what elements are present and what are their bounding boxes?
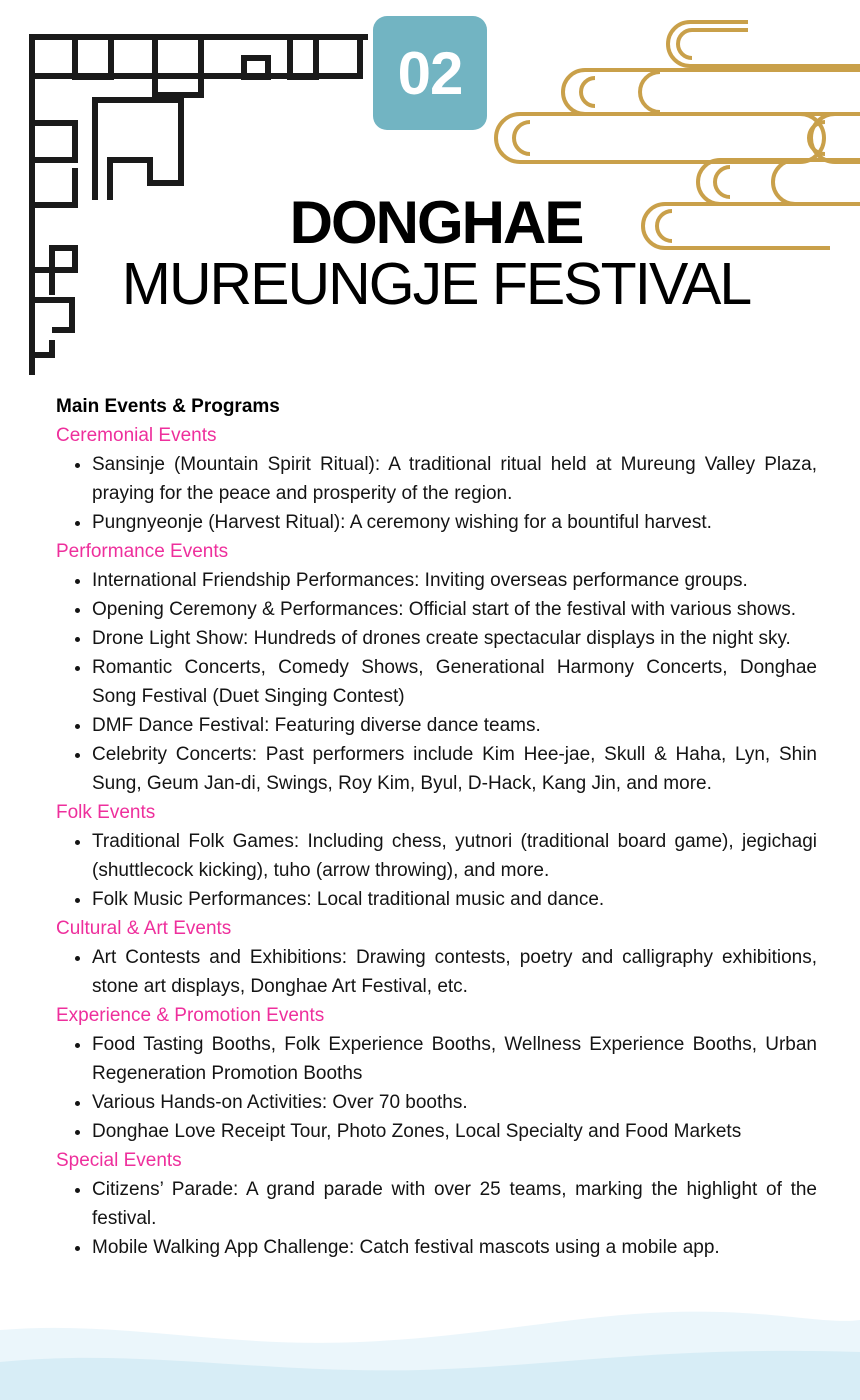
list-item: • Opening Ceremony & Performances: Official start of the festival with various shows.	[92, 595, 817, 624]
event-list	[56, 827, 817, 914]
section-number-badge	[373, 16, 487, 130]
section-title-cultural-art: Cultural & Art Events	[56, 918, 232, 939]
page-title-line1: DONGHAE	[289, 189, 583, 256]
section-title-ceremonial: Ceremonial Events	[56, 425, 217, 446]
section-title-special: Special Events	[56, 1150, 182, 1171]
main-heading: Main Events & Programs	[56, 396, 280, 417]
wave-decoration	[0, 1290, 860, 1400]
list-item: • Food Tasting Booths, Folk Experience Booths, Wellness Experience Booths, Urban Regeneration Promotion Booths	[92, 1030, 817, 1088]
list-item: • Donghae Love Receipt Tour, Photo Zones, Local Specialty and Food Markets	[92, 1117, 817, 1146]
event-list	[56, 1030, 817, 1146]
list-item: • Citizens’ Parade: A grand parade with over 25 teams, marking the highlight of the festival.	[92, 1175, 817, 1233]
list-item: • Art Contests and Exhibitions: Drawing contests, poetry and calligraphy exhibitions, stone art displays, Donghae Art Festival, etc.	[92, 943, 817, 1001]
list-item: • Sansinje (Mountain Spirit Ritual): A traditional ritual held at Mureung Valley Plaza, praying for the peace and prosperity of the region.	[92, 450, 817, 508]
section-number: 02	[397, 39, 463, 107]
list-item: • DMF Dance Festival: Featuring diverse dance teams.	[92, 711, 817, 740]
event-list	[56, 943, 817, 1001]
page-title-line2: MUREUNGJE FESTIVAL	[121, 251, 751, 317]
section-title-folk: Folk Events	[56, 802, 156, 823]
list-item: • Traditional Folk Games: Including chess, yutnori (traditional board game), jegichagi (shuttlecock kicking), tuho (arrow throwing), and more.	[92, 827, 817, 885]
list-item: • Romantic Concerts, Comedy Shows, Generational Harmony Concerts, Donghae Song Festival (Duet Singing Contest)	[92, 653, 817, 711]
list-item: • Folk Music Performances: Local traditional music and dance.	[92, 885, 817, 914]
list-item: • Pungnyeonje (Harvest Ritual): A ceremony wishing for a bountiful harvest.	[92, 508, 817, 537]
list-item: • Celebrity Concerts: Past performers include Kim Hee-jae, Skull & Haha, Lyn, Shin Sung, Geum Jan-di, Swings, Roy Kim, Byul, D-Hack, Kang Jin, and more.	[92, 740, 817, 798]
section-title-performance: Performance Events	[56, 541, 229, 562]
events-content	[56, 392, 817, 1262]
section-title-experience-promotion: Experience & Promotion Events	[56, 1005, 325, 1026]
list-item: • International Friendship Performances: Inviting overseas performance groups.	[92, 566, 817, 595]
list-item: • Drone Light Show: Hundreds of drones create spectacular displays in the night sky.	[92, 624, 817, 653]
event-list	[56, 450, 817, 537]
event-list	[56, 566, 817, 798]
list-item: • Various Hands-on Activities: Over 70 booths.	[92, 1088, 817, 1117]
event-list	[56, 1175, 817, 1262]
list-item: • Mobile Walking App Challenge: Catch festival mascots using a mobile app.	[92, 1233, 817, 1262]
